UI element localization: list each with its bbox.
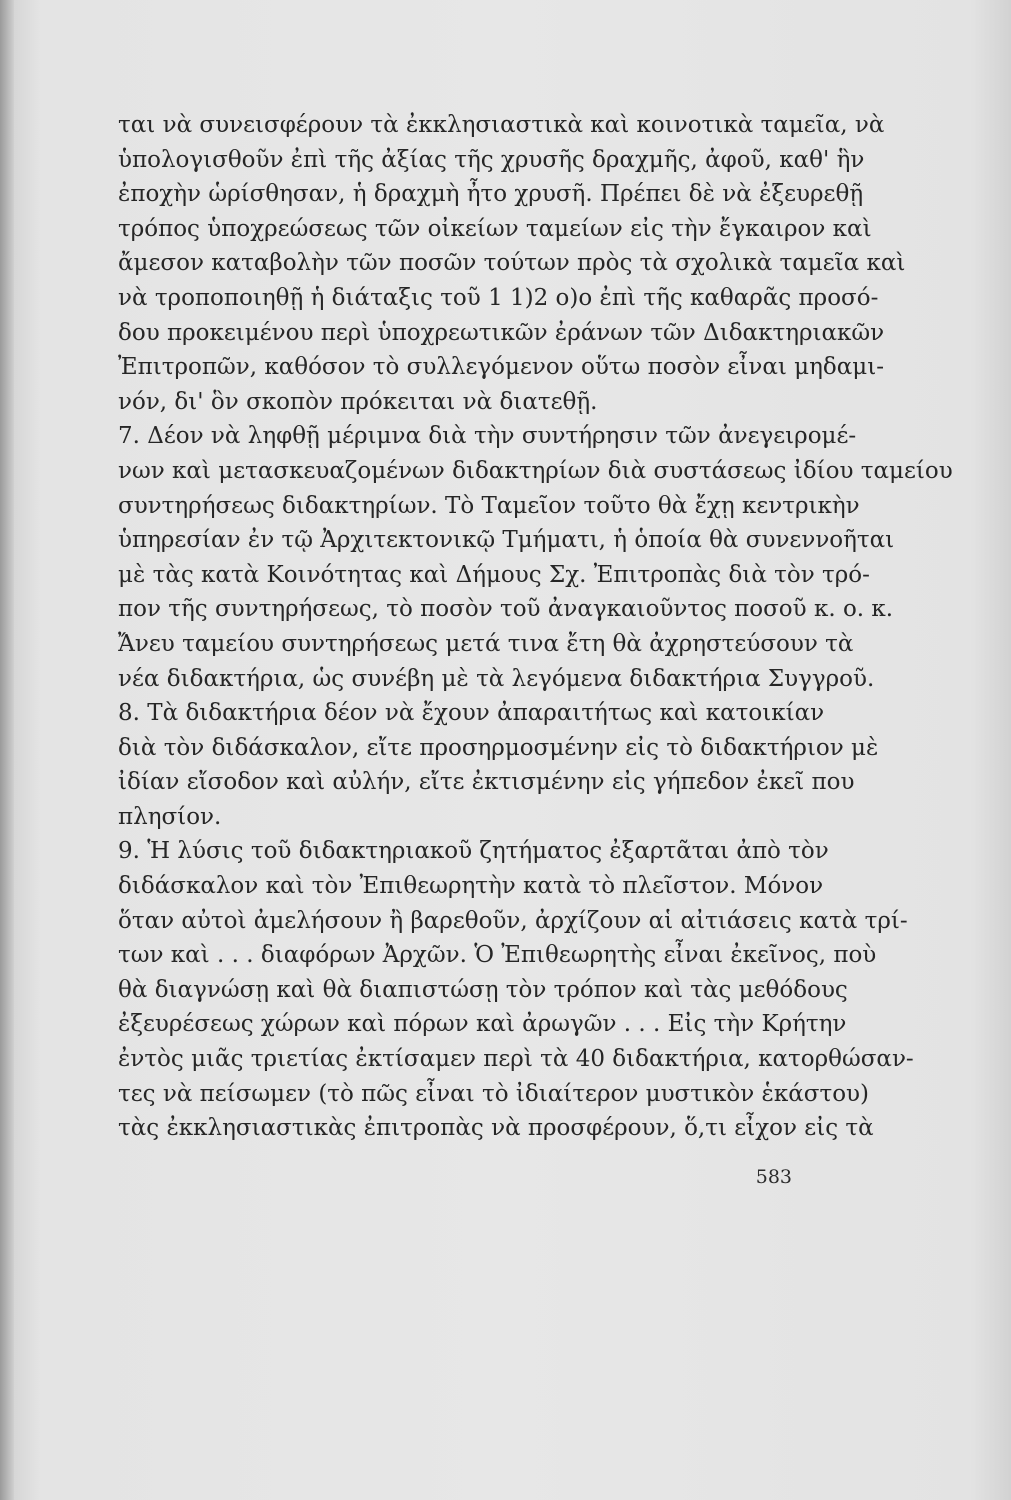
text-line: τρόπος ὑποχρεώσεως τῶν οἰκείων ταμείων εἰς τὴν ἔγκαιρον καὶ — [118, 215, 872, 242]
text-line: διὰ τὸν διδάσκαλον, εἴτε προσηρμοσμένην εἰς τὸ διδακτήριον μὲ — [118, 734, 879, 761]
text-line: συντηρήσεως διδακτηρίων. Τὸ Ταμεῖον τοῦτο θὰ ἔχῃ κεντρικὴν — [118, 492, 860, 519]
text-line: θὰ διαγνώσῃ καὶ θὰ διαπιστώσῃ τὸν τρόπον καὶ τὰς μεθόδους — [118, 976, 848, 1003]
text-line: Ἄνευ ταμείου συντηρήσεως μετά τινα ἔτη θὰ ἀχρηστεύσουν τὰ — [118, 630, 854, 657]
text-line: ἐξευρέσεως χώρων καὶ πόρων καὶ ἀρωγῶν . . . Εἰς τὴν Κρήτην — [118, 1011, 847, 1038]
text-line: Ἐπιτροπῶν, καθόσον τὸ συλλεγόμενον οὕτω ποσὸν εἶναι μηδαμι- — [118, 354, 885, 381]
page-number: 583 — [755, 1166, 792, 1188]
text-line: τες νὰ πείσωμεν (τὸ πῶς εἶναι τὸ ἰδιαίτερον μυστικὸν ἑκάστου) — [118, 1080, 869, 1107]
text-line: των καὶ . . . διαφόρων Ἀρχῶν. Ὁ Ἐπιθεωρητὴς εἶναι ἐκεῖνος, ποὺ — [118, 942, 877, 969]
body-text — [118, 108, 953, 1146]
text-line: ἰδίαν εἴσοδον καὶ αὐλήν, εἴτε ἐκτισμένην εἰς γήπεδον ἐκεῖ που — [118, 769, 855, 796]
binding-shadow — [0, 0, 14, 1500]
text-line: ἐποχὴν ὡρίσθησαν, ἡ δραχμὴ ἦτο χρυσῆ. Πρέπει δὲ νὰ ἐξευρεθῇ — [118, 181, 864, 208]
text-line: ἐντὸς μιᾶς τριετίας ἐκτίσαμεν περὶ τὰ 40 διδακτήρια, κατορθώσαν- — [118, 1046, 914, 1073]
text-line: ὅταν αὐτοὶ ἀμελήσουν ἢ βαρεθοῦν, ἀρχίζουν αἱ αἰτιάσεις κατὰ τρί- — [118, 907, 908, 934]
text-line: μὲ τὰς κατὰ Κοινότητας καὶ Δήμους Σχ. Ἐπιτροπὰς διὰ τὸν τρό- — [118, 561, 870, 588]
paragraph-9-start: 9. Ἡ λύσις τοῦ διδακτηριακοῦ ζητήματος ἐξαρτᾶται ἀπὸ τὸν — [118, 838, 829, 865]
text-line: νὰ τροποποιηθῇ ἡ διάταξις τοῦ 1 1)2 ο)ο ἐπὶ τῆς καθαρᾶς προσό- — [118, 284, 879, 311]
text-line: νόν, δι' ὃν σκοπὸν πρόκειται νὰ διατεθῇ. — [118, 388, 598, 415]
text-line: τὰς ἐκκλησιαστικὰς ἐπιτροπὰς νὰ προσφέρουν, ὅ,τι εἶχον εἰς τὰ — [118, 1115, 874, 1142]
text-line: ὑπολογισθοῦν ἐπὶ τῆς ἀξίας τῆς χρυσῆς δραχμῆς, ἀφοῦ, καθ' ἣν — [118, 146, 865, 173]
text-line: νέα διδακτήρια, ὡς συνέβη μὲ τὰ λεγόμενα διδακτήρια Συγγροῦ. — [118, 665, 875, 692]
text-line: ὑπηρεσίαν ἐν τῷ Ἀρχιτεκτονικῷ Τμήματι, ἡ ὁποία θὰ συνεννοῆται — [118, 527, 895, 554]
text-line: πον τῆς συντηρήσεως, τὸ ποσὸν τοῦ ἀναγκαιοῦντος ποσοῦ κ. ο. κ. — [118, 596, 894, 623]
text-line: νων καὶ μετασκευαζομένων διδακτηρίων διὰ συστάσεως ἰδίου ταμείου — [118, 457, 953, 484]
paragraph-8-start: 8. Τὰ διδακτήρια δέον νὰ ἔχουν ἀπαραιτήτως καὶ κατοικίαν — [118, 700, 825, 727]
text-line: δου προκειμένου περὶ ὑποχρεωτικῶν ἐράνων τῶν Διδακτηριακῶν — [118, 319, 885, 346]
text-line: πλησίον. — [118, 803, 222, 830]
text-line: διδάσκαλον καὶ τὸν Ἐπιθεωρητὴν κατὰ τὸ πλεῖστον. Μόνον — [118, 873, 824, 900]
text-line: ἄμεσον καταβολὴν τῶν ποσῶν τούτων πρὸς τὰ σχολικὰ ταμεῖα καὶ — [118, 250, 906, 277]
text-line: ται νὰ συνεισφέρουν τὰ ἐκκλησιαστικὰ καὶ κοινοτικὰ ταμεῖα, νὰ — [118, 112, 885, 138]
paragraph-7-start: 7. Δέον νὰ ληφθῇ μέριμνα διὰ τὴν συντήρησιν τῶν ἀνεγειρομέ- — [118, 423, 857, 450]
